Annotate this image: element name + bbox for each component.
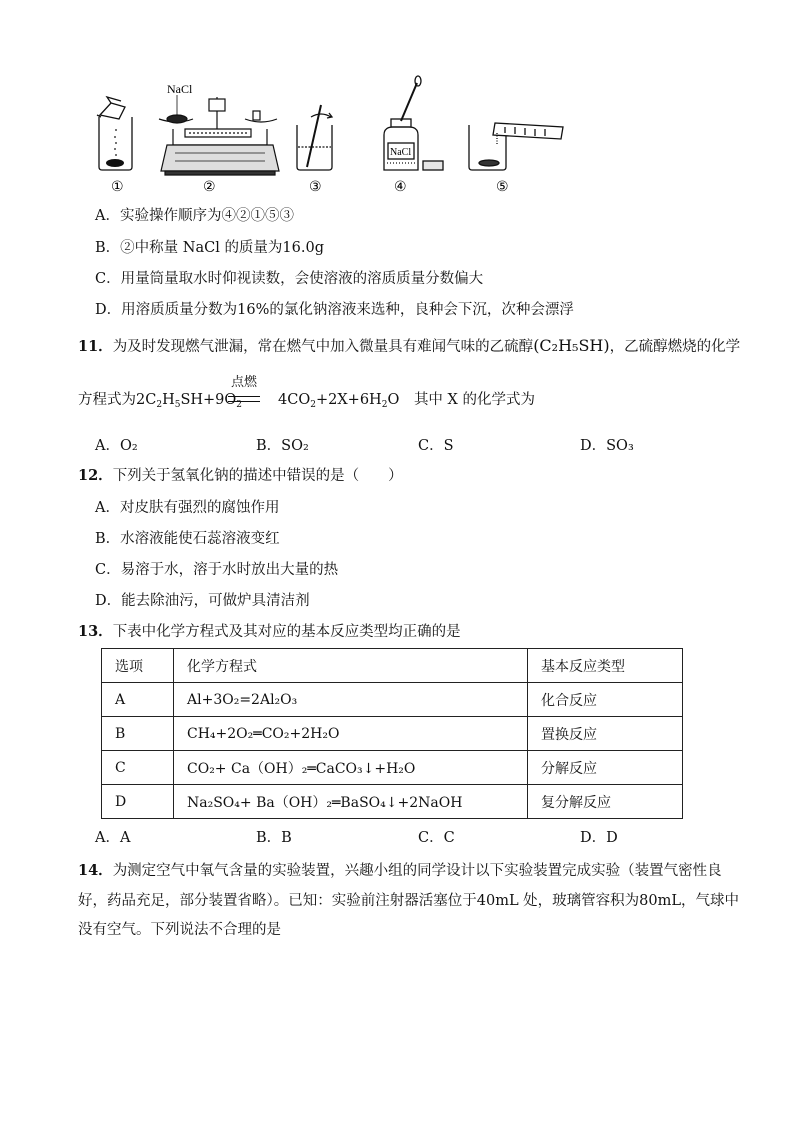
q11-formula: (C₂H₅SH) [533,336,610,355]
eq-prefix: 方程式为2C [78,392,157,408]
table-cell: Na₂SO₄+ Ba（OH）₂═BaSO₄↓+2NaOH [174,785,528,819]
table-header-cell: 选项 [102,649,174,683]
experiment-figure [85,75,585,200]
table-cell: A [102,683,174,717]
q12-text: 下列关于氢氧化钠的描述中错误的是（ ） [112,468,403,484]
table-cell: 复分解反应 [528,785,683,819]
eq-o: O [387,392,400,408]
table-header-row [102,649,683,683]
q11-option-c: C．S [418,438,454,454]
beaker-5-illustration [469,123,563,170]
q10-option-a: A．实验操作顺序为④②①⑤③ [95,208,294,224]
q11-option-b: B．SO₂ [256,438,309,454]
step-label-2: ② [203,179,216,195]
q13-option-a: A．A [95,830,131,846]
table-row [102,785,683,819]
q14-stem-line-3: 没有空气。下列说法不合理的是 [78,922,281,938]
q13-option-c: C．C [418,830,455,846]
table-cell: B [102,717,174,751]
table-cell: 置换反应 [528,717,683,751]
table-header-cell: 化学方程式 [174,649,528,683]
table-row [102,683,683,717]
q14-stem-line-1 [78,861,722,881]
q14-text-1: 为测定空气中氧气含量的实验装置，兴趣小组的同学设计以下实验装置完成实验（装置气密性良 [112,863,722,879]
eq-sh: SH+9O [180,392,237,408]
q10-option-d: D．用溶质质量分数为16%的氯化钠溶液来选种，良种会下沉，次种会漂浮 [95,302,574,318]
q13-stem [78,622,461,642]
q10-option-c: C．用量筒量取水时仰视读数，会使溶液的溶质质量分数偏大 [95,271,484,287]
q13-option-d: D．D [580,830,618,846]
q10-option-b: B．②中称量 NaCl 的质量为16.0g [95,240,325,256]
reaction-table [101,648,683,819]
nacl-label: NaCl [167,82,193,96]
beaker-3-illustration [297,105,332,170]
q12-option-a: A．对皮肤有强烈的腐蚀作用 [95,500,280,516]
q14-stem-line-2: 好，药品充足，部分装置省略）。已知：实验前注射器活塞位于40mL 处，玻璃管容积为80mL，气球中 [78,893,740,909]
table-cell: Al+3O₂=2Al₂O₃ [174,683,528,717]
table-cell: CH₄+2O₂═CO₂+2H₂O [174,717,528,751]
q12-stem [78,466,403,486]
beaker-1-illustration [97,97,132,170]
q13-option-b: B．B [256,830,292,846]
table-cell: 化合反应 [528,683,683,717]
reaction-condition: 点燃 [231,375,258,390]
eq-h: H [162,392,175,408]
table-cell: CO₂+ Ca（OH）₂═CaCO₃↓+H₂O [174,751,528,785]
q12-option-d: D．能去除油污，可做炉具清洁剂 [95,593,310,609]
eq-products: 4CO [278,392,311,408]
q12-option-c: C．易溶于水，溶于水时放出大量的热 [95,562,339,578]
eq-suffix: 其中 X 的化学式为 [413,392,535,408]
step-label-5: ⑤ [496,179,509,195]
table-header-cell: 基本反应类型 [528,649,683,683]
table-cell: D [102,785,174,819]
q11-number: 11． [78,338,113,355]
q12-number: 12． [78,467,113,484]
eq-products-2: +2X+6H [315,392,382,408]
table-cell: 分解反应 [528,751,683,785]
step-label-3: ③ [309,179,322,195]
q14-number: 14． [78,862,113,879]
q11-equation: 方程式为$2C_2H_5SH+9O_2$ $4CO_2+2X+6H_2O$ 其中 X 的化学式为 点燃 [78,388,535,409]
reaction-arrow [228,396,260,402]
step-label-4: ④ [394,179,407,195]
q11-option-a: A．O₂ [95,438,138,454]
q13-number: 13． [78,623,113,640]
table-cell: C [102,751,174,785]
bottle-label: NaCl [390,147,412,158]
table-row [102,751,683,785]
table-row [102,717,683,751]
q11-option-d: D．SO₃ [580,438,634,454]
q11-stem [78,336,740,357]
q13-text: 下表中化学方程式及其对应的基本反应类型均正确的是 [112,624,461,640]
q11-text-1: 为及时发现燃气泄漏，常在燃气中加入微量具有难闻气味的乙硫醇 [112,339,534,355]
q12-option-b: B．水溶液能使石蕊溶液变红 [95,531,280,547]
step-label-1: ① [111,179,124,195]
q11-text-2: ，乙硫醇燃烧的化学 [609,339,741,355]
